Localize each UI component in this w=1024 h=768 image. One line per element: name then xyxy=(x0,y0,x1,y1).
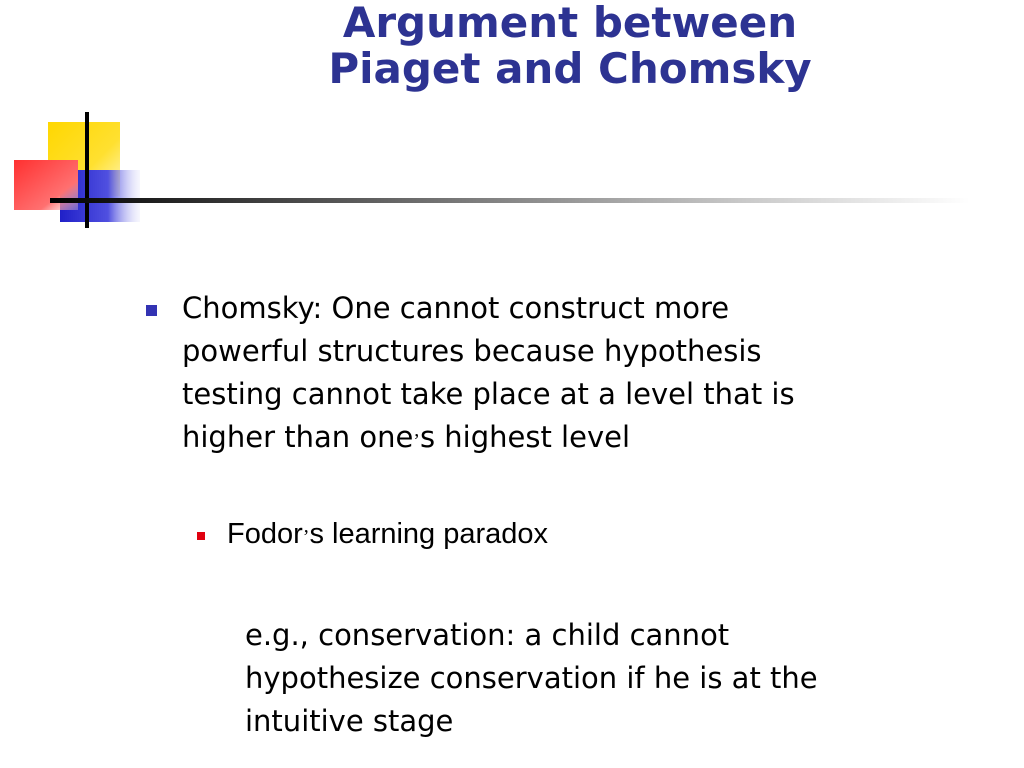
main-bullet-text xyxy=(182,287,952,463)
example-line-1: e.g., conservation: a child cannot xyxy=(245,618,730,652)
example-line-3: intuitive stage xyxy=(245,704,454,738)
main-bullet-line-4-start: higher than one xyxy=(182,420,414,454)
main-bullet-line-3: testing cannot take place at a level that is xyxy=(182,377,795,411)
example-line-2: hypothesize conservation if he is at the xyxy=(245,661,818,695)
sub-bullet-start: Fodor xyxy=(227,518,303,550)
title-line-1: Argument between xyxy=(342,0,798,47)
square-bullet-icon xyxy=(197,532,205,540)
main-bullet-line-4 xyxy=(182,416,952,463)
example-text xyxy=(245,614,1005,743)
sub-bullet-text xyxy=(227,516,548,555)
apostrophe: ’ xyxy=(413,430,420,452)
main-bullet-line-1: Chomsky: One cannot construct more xyxy=(182,291,730,325)
apostrophe: ’ xyxy=(302,526,310,548)
square-bullet-icon xyxy=(146,305,157,316)
sub-bullet-end: s learning paradox xyxy=(309,518,549,550)
main-bullet-line-2: powerful structures because hypothesis xyxy=(182,334,762,368)
main-bullet-line-4-end: s highest level xyxy=(419,420,631,454)
title-line-2: Piaget and Chomsky xyxy=(328,44,812,93)
